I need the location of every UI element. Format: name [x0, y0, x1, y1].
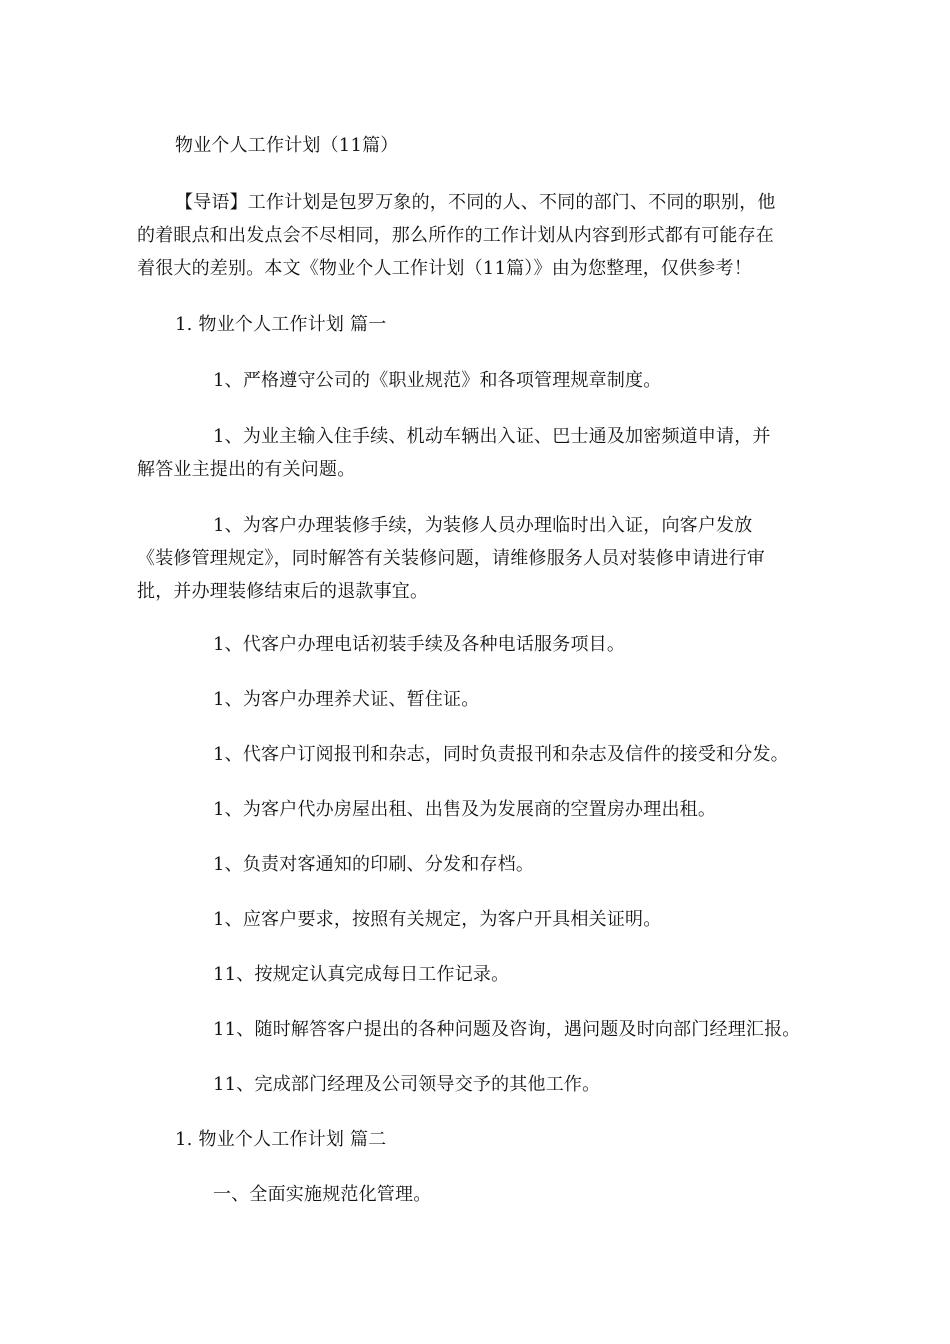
list-item: 11、按规定认真完成每日工作记录。	[213, 964, 510, 985]
document-title: 物业个人工作计划（11篇）	[175, 135, 399, 156]
intro-line-1: 【导语】工作计划是包罗万象的，不同的人、不同的部门、不同的职别，他	[175, 192, 776, 213]
list-item: 1、为客户办理装修手续，为装修人员办理临时出入证，向客户发放	[213, 515, 753, 536]
list-item: 1、为客户办理养犬证、暂住证。	[213, 689, 480, 710]
list-item: 11、随时解答客户提出的各种问题及咨询，遇问题及时向部门经理汇报。	[213, 1019, 801, 1040]
list-item-continuation: 解答业主提出的有关问题。	[137, 459, 356, 480]
intro-line-3: 着很大的差别。本文《物业个人工作计划（11篇）》由为您整理，仅供参考！	[137, 258, 752, 279]
list-item: 1、严格遵守公司的《职业规范》和各项管理规章制度。	[213, 370, 662, 391]
list-item: 1、为客户代办房屋出租、出售及为发展商的空置房办理出租。	[213, 799, 717, 820]
list-item: 11、完成部门经理及公司领导交予的其他工作。	[213, 1074, 601, 1095]
list-item: 1、负责对客通知的印刷、分发和存档。	[213, 854, 535, 875]
section-heading-1: 1. 物业个人工作计划 篇一	[175, 314, 387, 335]
list-item: 一、全面实施规范化管理。	[213, 1184, 432, 1205]
list-item-continuation: 《装修管理规定》，同时解答有关装修问题，请维修服务人员对装修申请进行审	[137, 548, 765, 569]
list-item: 1、代客户订阅报刊和杂志，同时负责报刊和杂志及信件的接受和分发。	[213, 744, 789, 765]
list-item-continuation: 批，并办理装修结束后的退款事宜。	[137, 581, 429, 602]
section-heading-2: 1. 物业个人工作计划 篇二	[175, 1129, 387, 1150]
list-item: 1、代客户办理电话初装手续及各种电话服务项目。	[213, 634, 626, 655]
intro-line-2: 的着眼点和出发点会不尽相同，那么所作的工作计划从内容到形式都有可能存在	[137, 225, 774, 246]
list-item: 1、应客户要求，按照有关规定，为客户开具相关证明。	[213, 909, 662, 930]
list-item: 1、为业主输入住手续、机动车辆出入证、巴士通及加密频道申请，并	[213, 426, 771, 447]
